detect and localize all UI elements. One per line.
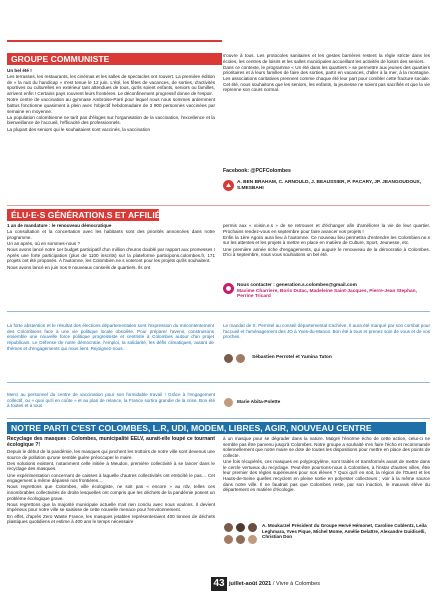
paragraph: s'ouvre à tous. Les protocoles sanitaires et les gestes barrières restent la règle stricte dans les écoles, les centres de loisirs et les salles municipales accueillant les activités de loisirs des seniors. <box>223 53 430 64</box>
avatar <box>223 397 234 408</box>
abita-polette-column <box>7 392 215 410</box>
paragraph: à un masque pour se dégrader dans la nature. Malgré l'énorme écho de cette action, celui-ci ne semble pas être parvenu jusqu'à Colombes. Notre groupe a souhaité s'en faire l'écho et recommande solennellement que notre maire se dote de toutes les dispositions pour mettre en place des points de collecte. <box>223 436 430 458</box>
avatar <box>235 353 246 364</box>
paragraph: Nous avons lancé notre 1er budget participatif d'un million d'euros doublé par rapport aux promesses ! Après une forte participation (plus de 1100 inscrits) sur la plateforme participons.colombes.fr, 171 projets ont été proposés. À l'automne, les Colombien.ne.s voteront pour les projets qu'ils souhaitent. <box>7 247 215 264</box>
magazine-name: Vivre à Colombes <box>275 581 320 587</box>
perrotel-photos <box>223 353 246 364</box>
abita-polette-photo <box>223 397 234 408</box>
paragraph: Des solutions existent, notamment celle initiée à Meudon, première collectivité à se lancer dans le recyclage des masques. <box>7 460 215 472</box>
article-title: Recyclage des masques : Colombes, municipalité EELV, aurait-elle loupé ce tournant écologique ?! <box>7 436 215 449</box>
centrist-left-column <box>7 323 214 371</box>
divider <box>7 382 430 383</box>
paragraph: Les terrasses, les restaurants, les cinémas et les salles de spectacles ont rouvert. La première édition de « la nuit du handicap » s'est tenue le 12 juin. L'été, les fêtes de vacances, de sorties, d'activités sportives ou culturelles en extérieur tant attendues de tous, qu'ils soient enfants, seniors ou familles, arrivent enfin ! Certains pays rouvrent leurs frontières. Le déconfinement progressif donne de l'espoir. <box>7 74 215 97</box>
paragraph: Depuis le début de la pandémie, les masques qui jonchent les trottoirs de notre ville sont devenus une source de pollution qu'une semble guère préoccuper le maire. <box>7 448 215 460</box>
top-rule <box>7 40 222 42</box>
paragraph: Nous regrettons que la majorité municipale actuelle n'ait rien conclu avec nous voulons. Il devient impérieux pour notre ville se saisisse de cette nouvelle menace pour l'environnement. <box>7 501 215 513</box>
eluses-left-column <box>7 223 215 271</box>
facebook-handle: Facebook: @PCFColombes <box>223 168 291 174</box>
notre-parti-title: NOTRE PARTI C'EST COLOMBES, L.R, UDI, MODEM, LIBRES, AGIR, NOUVEAU CENTRE <box>11 423 372 433</box>
divider <box>7 311 430 312</box>
page-number: 43 <box>211 577 227 591</box>
abita-polette-signature: Marie Abita-Polette <box>237 400 281 405</box>
avatar <box>247 522 258 533</box>
contact-email: Nous contacter : generation.s.colombes@gmail.com <box>237 283 357 288</box>
paragraph: 1 an de mandature : le renouveau démocratique <box>7 223 112 228</box>
groupe-communiste-left-column <box>7 68 215 210</box>
generation-s-logo <box>223 283 234 294</box>
paragraph: Une première année riche d'engagements, qui augure le renouveau de la démocratie à Colombes. D'ici à septembre, nous vous souhaitons un bel été. <box>223 246 430 258</box>
footer-issue <box>229 581 320 587</box>
paragraph: Dans ce contexte, le programme « Un été dans les quartiers » se permettre aux jeunes des quartiers prioritaires et à leurs familles de faire des sorties, partir en vacances, d'aller à la mer, à la montagne. Les associations caritatives prennent comme chaque été leur part pour combler cette fracture sociale. Cet été, nous souhaitons que les seniors, les enfants, la jeunesse ne soient pas sacrifiés et que la vie reprenne son cours normal. <box>223 64 430 93</box>
paragraph: Une fois récupérés, ces masques en polypropylène, sont traités et transformés avant de mettre dans le cercle vertueux du recyclage. Peut-être pourrions-nous à Colombes, à l'instar d'autres villes, être leur premier des règles supérieures pour nos élèves ? Quoi qu'il en soit, la région de l'Ouest et les Hauts-de-Seine quelles recyclent en pleine sortie en polyester collecteurs ; voir à la même source dans notre ville. Il ne faudrait pas que Colombes reste, par son inaction, le mauvais élève du département en matière d'écologie. <box>223 459 430 493</box>
eluses-title: ÉLU·E·S GÉNÉRATION.S ET AFFILIÉ·E·S <box>11 210 178 220</box>
centrist-right-column <box>223 323 430 351</box>
perrotel-signature: Sébastien Perrotel et Yamina Taton <box>252 355 332 360</box>
paragraph: La plupart des seniors qui le souhaitaient sont vaccinés, la vaccination <box>7 126 151 132</box>
paragraph: Notre centre de vaccination au gymnase Ambroise-Paré pour lequel nous nous sommes ardemment battus fonctionne quasiment à plein avec l'objectif hebdomadaire de 3 900 personnes vaccinées par semaine en moyenne. <box>7 97 215 114</box>
avatar <box>247 534 258 545</box>
paragraph: Le mandat de S. Perrotel au conseil départemental s'achève. Il aura été marqué par son combat pour l'accueil et l'aménagement des JO à Yves-du-Manoir. Bon été à tous et prenez soin de vous et de vos proches. <box>223 323 430 340</box>
notre-parti-left-column <box>7 436 215 574</box>
paragraph: Un an après, où en sommes-nous ? <box>7 240 81 246</box>
notre-parti-header <box>7 422 426 434</box>
groupe-communiste-right-column <box>223 53 430 145</box>
paragraph: La population colombienne ne tarit pas d'éloges sur l'organisation de la vaccination, l'excellence et la bienveillance de l'accueil, l'efficacité des professionnels. <box>7 114 215 126</box>
paragraph: permis aux « voisin.e.s » de se retrouver et d'échanger afin d'améliorer la vie de leur quartier. Prochains rendez-vous en septembre pour faire avancer vos projets ! <box>223 223 430 234</box>
paragraph: Une expérimentation concernant de caisses à laquelle d'autres collectivités ont emboîté le pas… Cet engagement a même dépassé nos frontières… <box>7 472 215 484</box>
issue-date: juillet-août 2021 <box>229 581 272 587</box>
avatar <box>223 522 234 533</box>
paragraph: Nous avons lancé en juin nos 9 nouveaux conseils de quartiers. Ils ont <box>7 264 151 270</box>
avatar <box>223 534 234 545</box>
paragraph: La consultation et la concertation avec les habitants sont des priorités annoncées dans notre programme. <box>7 229 215 240</box>
notre-parti-right-column <box>223 436 430 514</box>
paragraph: Merci au personnel du centre de vaccination pour son formidable travail ! Grâce à l'engagement collectif, ou « quoi qu'il en coûte » et au plan de relance, la France sortira grandie de la crise. Bon été à toutes et à tous <box>7 392 215 409</box>
divider <box>7 418 430 419</box>
paragraph: Enfin la 1ère Agora aura lieu à l'automne. Ce nouveau lieu permettra d'entendre les Colombien.ne.s sur les attentes et les projets à mettre en place en matière de Culture, Sport, Jeunesse, etc. <box>223 234 430 246</box>
avatar <box>235 522 246 533</box>
groupe-communiste-signature: A. BEN BRAHAM, C. ARNOULD, J. BEAUSSIER, P. PACARY, JP. JEANGOUDOUX, S.MESBAHI <box>237 180 422 191</box>
eluses-signature: Maxime Charriere, Boris Dutac, Madeleine Saint-Jacques, Pierre-Jean Stephan, Perrine Tricard <box>237 288 417 300</box>
pcf-logo <box>223 180 234 191</box>
groupe-communiste-header <box>7 53 222 65</box>
paragraph: La forte abstention et le résultat des élections départementales sont l'expression du mécontentement des Colombiens face à une vie politique locale obsolète. Pour préparer l'avenir, construisons ensemble une nouvelle force politique progressiste et centriste à Colombes autour d'un projet républicain. Le Défense de notre démocratie, l'emploi, la solidarité, les défis climatiques, autant de thèmes et d'engagements qui nous lient. Rejoignez-nous. <box>7 323 214 351</box>
paragraph: En effet, d'après Zero Waste France, les masques jetables représenteraient 400 tonnes de déchets plastiques quotidiens et estime à 400 ans le temps nécessaire <box>7 513 215 525</box>
eluses-right-column <box>223 223 430 264</box>
notre-parti-photos <box>223 522 259 545</box>
groupe-communiste-title: GROUPE COMMUNISTE <box>11 54 110 64</box>
notre-parti-signature: A. Moukarzel Président du Groupe Hervé Hémonet, Caroline Coblentz, Leila Leghmara, Yves Pique, Michel Mome, Amélie Delattre, Alexandre Guidicelli, Christian Don <box>262 523 427 540</box>
divider <box>7 205 430 206</box>
paragraph: Nous regrettons que Colombes, ville écologiste, ne soit pas « encore » au rdv, telles ces innombrables collectivités de droite lesquelles ont compris que les déchets de la pandémie posent un problème écologique grave. <box>7 484 215 501</box>
avatar <box>235 534 246 545</box>
footer-separator: / <box>272 581 276 587</box>
eluses-header <box>7 209 178 221</box>
eluses-contact <box>237 283 427 300</box>
avatar <box>223 353 234 364</box>
paragraph: Un bel été ! <box>7 68 32 73</box>
